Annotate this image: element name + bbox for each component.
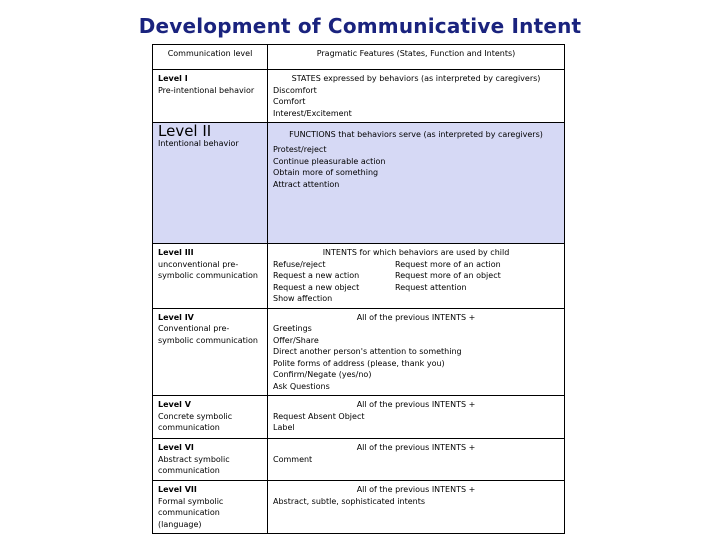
level-description: Conventional pre-symbolic communication: [158, 324, 258, 345]
level-cell: [153, 123, 268, 244]
level-title: Level VI: [158, 443, 194, 452]
feature-item: Ask Questions: [273, 381, 330, 391]
feature-item: Abstract, subtle, sophisticated intents: [273, 496, 426, 506]
feature-item: Label: [273, 423, 295, 432]
features-heading: All of the previous INTENTS +: [356, 443, 476, 452]
feature-item: Show affection: [273, 294, 333, 303]
features-heading: FUNCTIONS that behaviors serve (as interpreted by caregivers): [289, 130, 543, 139]
feature-item: Request a new object: [273, 282, 360, 292]
features-cell: [268, 308, 565, 396]
table-row: [153, 396, 565, 439]
header-pragmatic-features: Pragmatic Features (States, Function and Intents): [268, 45, 565, 70]
feature-item: Greetings: [273, 324, 312, 333]
table-row: [153, 244, 565, 309]
table-row: [153, 481, 565, 534]
features-cell: [268, 481, 565, 534]
feature-item: Comment: [273, 454, 313, 464]
table-row: [153, 308, 565, 396]
features-heading: STATES expressed by behaviors (as interpreted by caregivers): [291, 74, 541, 83]
feature-item: Attract attention: [273, 179, 340, 189]
table-row: [153, 70, 565, 123]
level-title: Level III: [158, 248, 194, 257]
feature-item: Comfort: [273, 97, 306, 106]
feature-item: Discomfort: [273, 85, 317, 95]
feature-item: Request more of an object: [395, 271, 501, 280]
features-heading: INTENTS for which behaviors are used by child: [322, 248, 510, 257]
level-cell: [153, 308, 268, 396]
level-description: Abstract symbolic communication: [158, 454, 230, 475]
feature-item: Request Absent Object: [273, 411, 365, 421]
feature-item: Interest/Excitement: [273, 108, 352, 118]
feature-item: Refuse/reject: [273, 259, 326, 269]
level-title: Level V: [158, 400, 191, 409]
features-heading: All of the previous INTENTS +: [356, 312, 476, 322]
feature-item: Direct another person's attention to something: [273, 347, 462, 356]
features-cell: [268, 123, 565, 244]
feature-item: Offer/Share: [273, 335, 319, 345]
level-cell: [153, 396, 268, 439]
level-title: Level I: [158, 74, 188, 83]
feature-item: Confirm/Negate (yes/no): [273, 370, 372, 379]
feature-item: Protest/reject: [273, 145, 327, 154]
level-title: Level VII: [158, 485, 197, 494]
features-cell: [268, 70, 565, 123]
level-title: Level IV: [158, 312, 194, 322]
level-cell: [153, 244, 268, 309]
level-description: unconventional pre-symbolic communication: [158, 259, 258, 280]
communication-table: [152, 44, 565, 534]
level-cell: [153, 439, 268, 481]
features-heading: All of the previous INTENTS +: [356, 400, 476, 409]
table-row: [153, 439, 565, 481]
features-cell: [268, 244, 565, 309]
feature-item: Request more of an action: [395, 259, 501, 269]
level-description: Formal symbolic communication (language): [158, 496, 224, 529]
feature-item: Polite forms of address (please, thank you): [273, 358, 445, 368]
feature-item: Obtain more of something: [273, 168, 379, 177]
level-description: Concrete symbolic communication: [158, 411, 233, 432]
feature-item: Request a new action: [273, 271, 360, 280]
table-header-row: [153, 45, 565, 70]
level-cell: [153, 70, 268, 123]
features-cell: [268, 439, 565, 481]
level-title: Level II: [158, 122, 212, 140]
intents-two-column-list: [273, 259, 559, 305]
level-cell: [153, 481, 268, 534]
table-row-highlighted: [153, 123, 565, 244]
level-description: Intentional behavior: [158, 138, 239, 148]
features-cell: [268, 396, 565, 439]
feature-item: Continue pleasurable action: [273, 156, 386, 166]
feature-item: Request attention: [395, 282, 467, 292]
level-description: Pre-intentional behavior: [158, 85, 255, 95]
features-heading: All of the previous INTENTS +: [356, 485, 476, 494]
page-title: Development of Communicative Intent: [138, 14, 582, 38]
header-communication-level: Communication level: [153, 45, 268, 70]
